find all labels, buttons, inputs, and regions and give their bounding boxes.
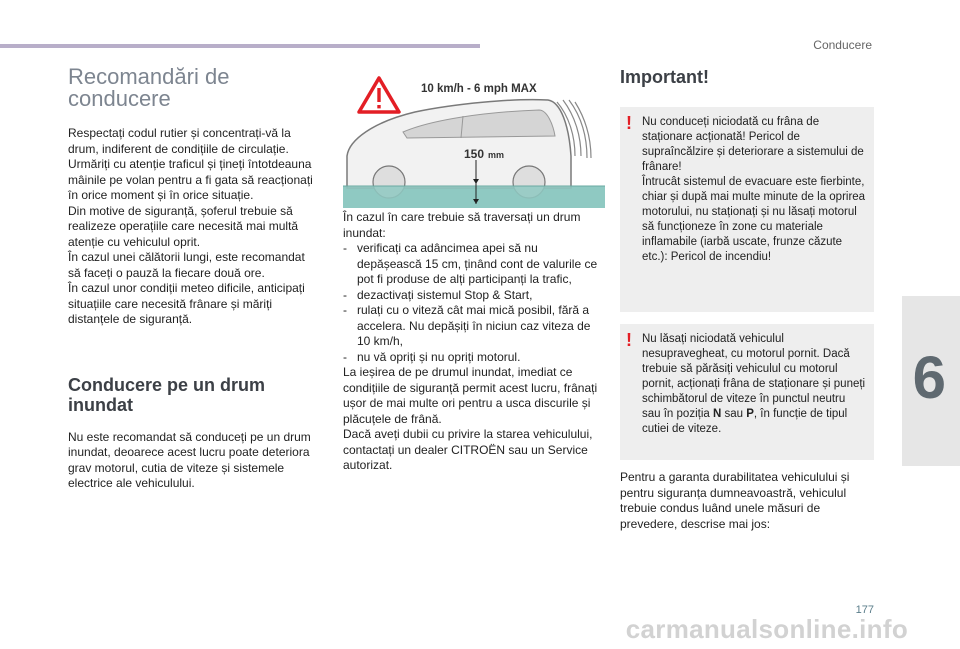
bullet-dash: - <box>343 241 347 255</box>
speed-limit-label: 10 km/h - 6 mph MAX <box>421 83 537 95</box>
paragraph: În cazul unei călătorii lungi, este recomandat să faceți o pauză la fiecare două ore. <box>68 250 305 280</box>
bullet-text: dezactivați sistemul Stop & Start, <box>357 287 533 302</box>
bullet-text: rulați cu o viteză cât mai mică posibil, fără a accelera. Nu depășiți în niciun caz viteza de 10 km/h, <box>357 303 591 348</box>
flooded-instructions-intro: În cazul în care trebuie să traversați un drum inundat: <box>343 210 581 240</box>
warning-text: Întrucât sistemul de evacuare este fierbinte, chiar și după mai multe minute de la oprirea motorului, nu staționați și nu lăsați motorul să funcționeze în zone cu materiale inflamabile (iarbă uscate, frunze căzute etc.): Pericol de incendiu! <box>642 176 866 263</box>
heading-flooded-line2: inundat <box>68 394 133 415</box>
car-in-water-drawing <box>343 76 605 208</box>
column-left <box>68 66 318 492</box>
exclamation-icon: ! <box>626 330 632 350</box>
bullet-dash: - <box>343 303 347 317</box>
depth-value: 150 <box>464 147 485 161</box>
bullet-item <box>343 241 601 288</box>
heading-recommendations-line1: Recomandări de <box>68 64 230 89</box>
page-number: 177 <box>855 604 874 616</box>
bullet-dash: - <box>343 287 347 302</box>
flooded-intro-text <box>68 430 318 492</box>
heading-important: Important! <box>620 67 709 87</box>
paragraph: Urmăriți cu atenție traficul și țineți întotdeauna mâinile pe volan pentru a fi gata să reacționați în orice moment și în orice situație. <box>68 157 313 202</box>
paragraph: Dacă aveți dubii cu privire la starea vehiculului, contactați un dealer CITROËN sau un Service autorizat. <box>343 427 593 472</box>
exclamation-icon: ! <box>626 113 632 133</box>
chapter-number: 6 <box>912 344 946 411</box>
heading-flooded-road <box>68 375 318 415</box>
bullet-item <box>343 303 601 350</box>
paragraph: Respectați codul rutier și concentrați-vă la drum, indiferent de condițiile de circulație. <box>68 126 291 156</box>
column-middle <box>343 210 601 474</box>
gear-p: P <box>746 408 754 420</box>
heading-flooded-line1: Conducere pe un drum <box>68 374 266 395</box>
warning-box-engine-running <box>620 324 874 460</box>
paragraph: În cazul unor condiții meteo dificile, anticipați situațiile care necesită frânare și măriți distanțele de siguranță. <box>68 281 305 326</box>
header-accent-bar <box>0 44 480 48</box>
bullet-item <box>343 288 601 304</box>
warning-box-parking-brake <box>620 107 874 312</box>
warning-text: Nu lăsați niciodată vehiculul nesupravegheat, cu motorul pornit. Dacă trebuie să părăsiți vehiculul cu motorul pornit, acționați frâna de staționare și puneți schimbătorul de viteze în punctul neutru sau în poziția N sau P, în funcție de tipul cutiei de viteze. <box>642 333 866 435</box>
bullet-text: verificați ca adâncimea apei să nu depășească 15 cm, ținând cont de valurile ce pot fi produse de alți participanți la trafic, <box>357 241 598 286</box>
gear-n: N <box>712 408 722 420</box>
paragraph: Nu este recomandat să conduceți pe un drum inundat, deoarece acest lucru poate deteriora grav motorul, cutia de viteze și sistemele electrice ale vehiculului. <box>68 429 311 490</box>
heading-recommendations-line2: conducere <box>68 86 171 111</box>
column-right <box>620 66 874 532</box>
watermark-logo: carmanualsonline.info <box>625 614 908 644</box>
warning-text: Nu conduceți niciodată cu frâna de staționare acționată! Pericol de supraîncălzire și deteriorare a sistemului de frânare! <box>642 116 864 173</box>
section-title: Conducere <box>813 38 872 52</box>
heading-recommendations <box>68 66 318 110</box>
bullet-text: nu vă opriți și nu opriți motorul. <box>357 349 521 364</box>
paragraph: La ieșirea de pe drumul inundat, imediat ce condițiile de siguranță permit acest lucru, frânați ușor de mai multe ori pentru a usca discurile și plăcuțele de frână. <box>343 365 598 426</box>
durability-note: Pentru a garanta durabilitatea vehiculului și pentru siguranța dumneavoastră, vehiculul trebuie condus luând unele măsuri de prevedere, descrise mai jos: <box>620 470 850 531</box>
warning-triangle-icon <box>359 78 399 112</box>
bullet-dash: - <box>343 349 347 364</box>
flooded-road-illustration <box>343 76 605 208</box>
recommendations-text <box>68 126 318 328</box>
depth-unit: mm <box>488 150 505 160</box>
paragraph: Din motive de siguranță, șoferul trebuie să realizeze operațiile care necesită mai multă atenție cu vehiculul oprit. <box>68 203 299 249</box>
bullet-item <box>343 350 601 366</box>
